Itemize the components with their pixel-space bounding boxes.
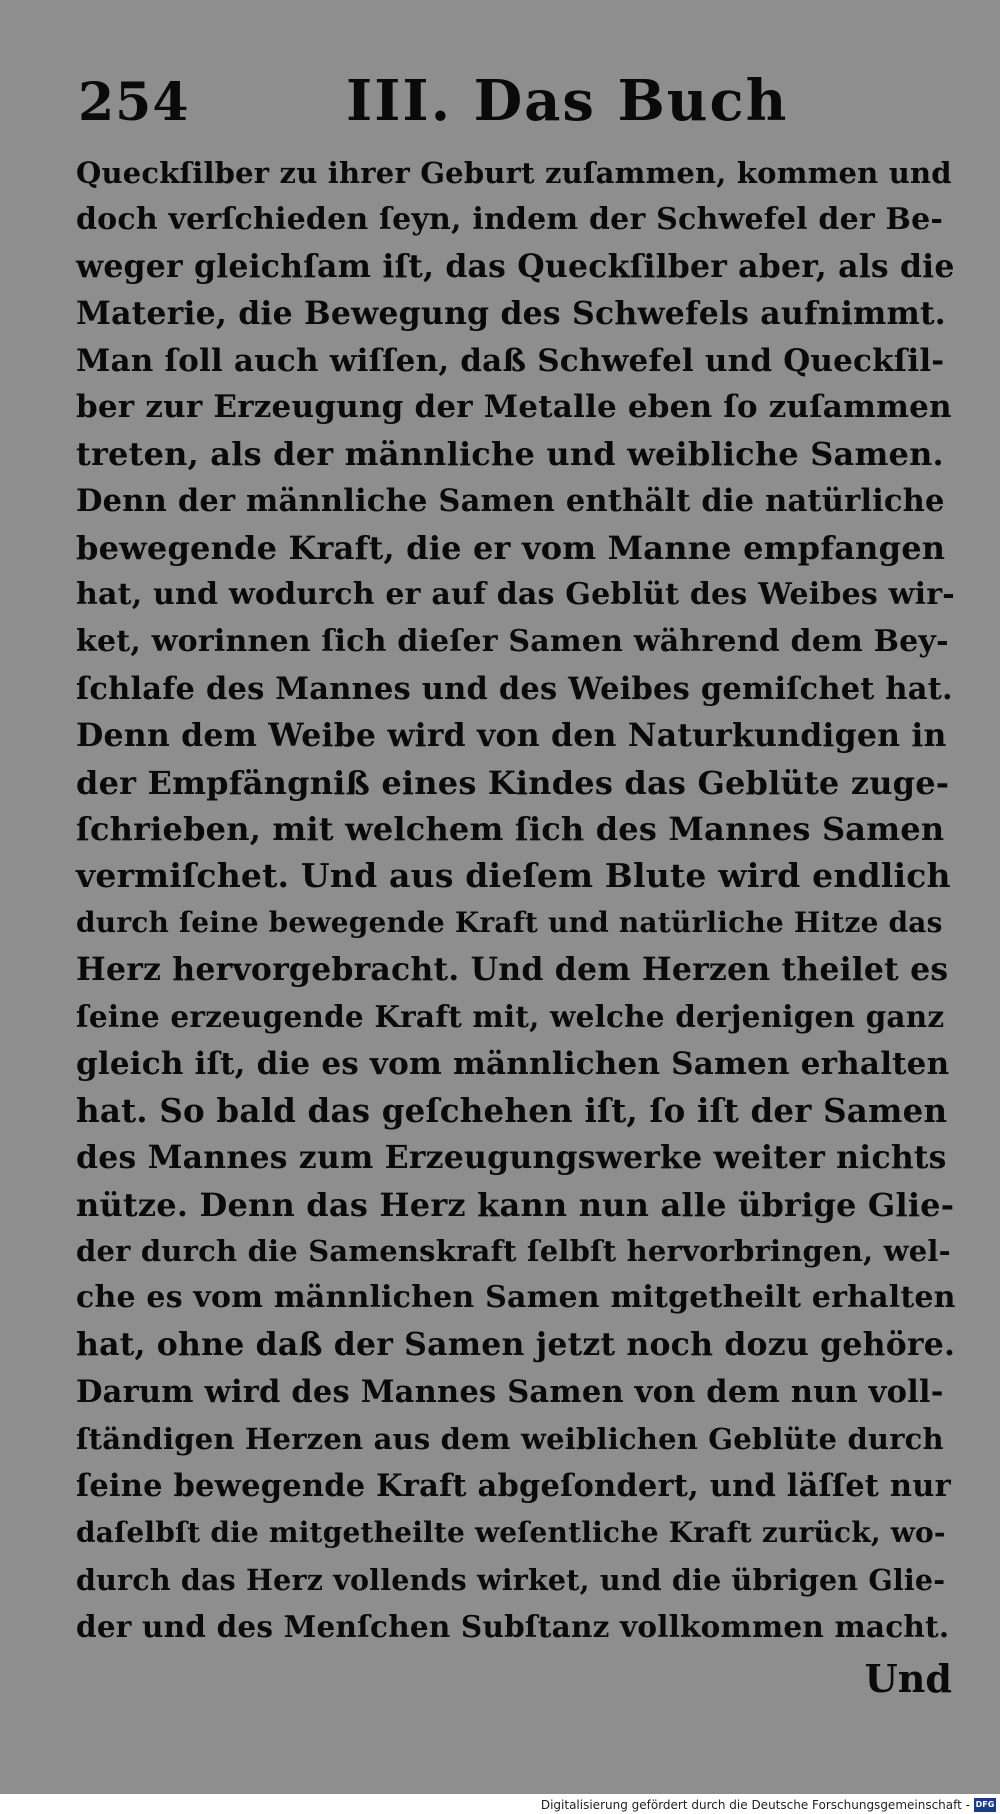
footer-bar	[0, 1794, 1000, 1814]
text-line: der durch die Samenskraft ſelbſt hervorbringen, wel-	[76, 1234, 951, 1269]
text-line: ſchlafe des Mannes und des Weibes gemiſchet hat.	[76, 670, 953, 707]
text-line: Materie, die Bewegung des Schwefels aufnimmt.	[76, 294, 946, 332]
text-line: hat, ohne daß der Samen jetzt noch dozu gehöre.	[76, 1326, 956, 1364]
catchword: Und	[864, 1656, 952, 1701]
text-line: ſchrieben, mit welchem ſich des Mannes Samen	[76, 810, 945, 849]
text-line: durch das Herz vollends wirket, und die übrigen Glie-	[76, 1562, 946, 1597]
text-line: Queckſilber zu ihrer Geburt zuſammen, kommen und	[76, 156, 952, 190]
text-line: nütze. Denn das Herz kann nun alle übrige Glie-	[76, 1185, 955, 1224]
text-line: daſelbſt die mitgetheilte weſentliche Kraft zurück, wo-	[76, 1515, 946, 1549]
text-line: hat. So bald das geſchehen iſt, ſo iſt der Samen	[76, 1090, 948, 1130]
text-line: bewegende Kraft, die er vom Manne empfangen	[76, 529, 946, 568]
text-line: treten, als der männliche und weibliche Samen.	[76, 435, 944, 474]
text-line: der Empfängniß eines Kindes das Geblüte zuge-	[76, 763, 950, 802]
text-line: durch ſeine bewegende Kraft und natürliche Hitze das	[76, 906, 943, 940]
text-line: hat, und wodurch er auf das Geblüt des Weibes wir-	[76, 577, 955, 613]
text-line: gleich iſt, die es vom männlichen Samen erhalten	[76, 1045, 950, 1082]
text-line: weger gleichſam iſt, das Queckſilber aber, als die	[76, 247, 955, 285]
text-line: ber zur Erzeugung der Metalle eben ſo zuſammen	[76, 389, 952, 426]
footer-credit: Digitalisierung gefördert durch die Deutsche Forschungsgemeinschaft -	[540, 1798, 970, 1812]
running-head: III. Das Buch	[346, 68, 789, 134]
dfg-logo: DFG	[974, 1798, 996, 1812]
body-text	[76, 150, 956, 1651]
page-header	[78, 62, 948, 142]
text-line: ſtändigen Herzen aus dem weiblichen Geblüte durch	[76, 1422, 944, 1457]
text-line: ket, worinnen ſich dieſer Samen während dem Bey-	[76, 623, 949, 659]
text-line: ſeine erzeugende Kraft mit, welche derjenigen ganz	[76, 999, 945, 1035]
text-line: doch verſchieden ſeyn, indem der Schwefel der Be-	[76, 201, 944, 237]
text-line: vermiſchet. Und aus dieſem Blute wird endlich	[76, 856, 951, 896]
page-number: 254	[78, 72, 190, 133]
text-line: der und des Menſchen Subſtanz vollkommen macht.	[76, 1608, 950, 1644]
text-line: Denn der männliche Samen enthält die natürliche	[76, 483, 945, 520]
text-line: Darum wird des Mannes Samen von dem nun voll-	[76, 1374, 944, 1411]
text-line: Denn dem Weibe wird von den Naturkundigen in	[76, 716, 947, 754]
text-line: ſeine bewegende Kraft abgeſondert, und läſſet nur	[76, 1467, 951, 1504]
text-line: Herz hervorgebracht. Und dem Herzen theilet es	[76, 951, 949, 989]
text-line: Man ſoll auch wiſſen, daß Schwefel und Queckſil-	[76, 342, 945, 379]
text-line: des Mannes zum Erzeugungswerke weiter nichts	[76, 1138, 947, 1176]
text-line: che es vom männlichen Samen mitgetheilt erhalten	[76, 1280, 956, 1316]
